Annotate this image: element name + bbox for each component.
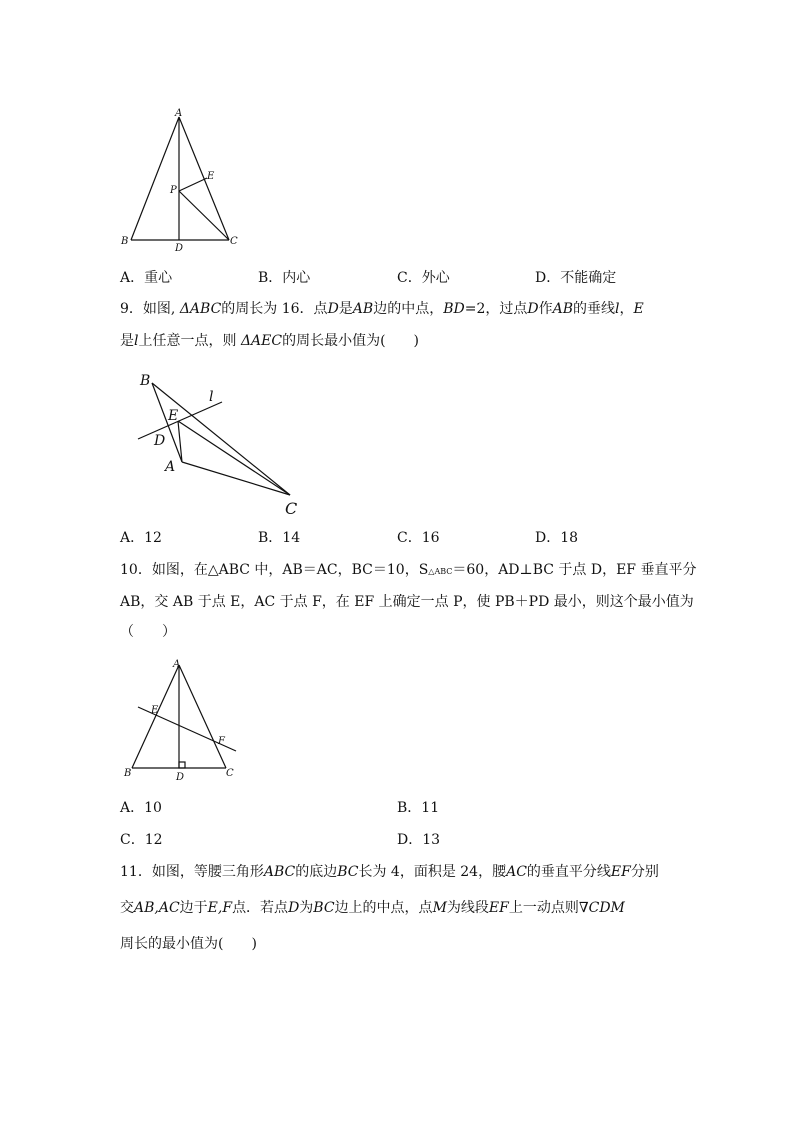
fig1-label-e: E [207,171,215,182]
fig1-label-b: B [121,236,129,247]
q10-option-b[interactable]: B．11 [397,800,440,816]
fig1-label-a: A [175,108,183,119]
fig1-label-c: C [230,236,238,247]
q9-option-a[interactable]: A．12 [120,530,162,546]
q10-option-a[interactable]: A．10 [120,800,162,816]
q11-line-3: 周长的最小值为( ) [120,936,257,952]
q8-option-a[interactable]: A．重心 [120,270,173,286]
figure-q8-triangle [115,105,255,255]
fig3-label-b: B [124,768,132,779]
q10-option-c[interactable]: C．12 [120,832,163,848]
q10-line-3: （ ） [120,624,176,640]
fig3-label-d: D [176,772,185,783]
fig1-label-p: P [170,185,177,196]
fig3-label-c: C [226,768,234,779]
q9-number: 9．如图, [120,301,176,317]
q9-option-d[interactable]: D．18 [535,530,579,546]
fig3-label-a: A [173,659,181,670]
q10-option-d[interactable]: D．13 [397,832,441,848]
fig1-label-d: D [175,243,184,254]
q9-line-2: 是l上任意一点，则 ΔAEC的周长最小值为( ) [120,333,420,349]
q9-option-c[interactable]: C．16 [397,530,440,546]
q8-option-d[interactable]: D．不能确定 [535,270,617,286]
q8-option-c[interactable]: C．外心 [397,270,450,286]
figure-q9-triangle [130,365,310,520]
fig2-label-e: E [168,408,179,424]
q8-option-b[interactable]: B．内心 [258,270,311,286]
q9-line-1: 9．如图, ΔABC的周长为 16．点D是AB边的中点，BD=2，过点D作AB的垂线l，E [120,301,644,317]
fig2-label-d: D [154,433,166,449]
fig3-label-e: E [151,705,159,716]
fig2-label-l: l [209,389,214,405]
q9-option-b[interactable]: B．14 [258,530,301,546]
figure-q10-triangle [118,655,243,785]
q11-line-1: 11．如图，等腰三角形ABC的底边BC长为 4，面积是 24，腰AC的垂直平分线EF分别 [120,864,659,880]
fig3-label-f: F [218,736,225,747]
q10-line-1: 10．如图，在△ABC 中，AB＝AC，BC＝10，S△ABC＝60，AD⊥BC 于点 D，EF 垂直平分 [120,562,697,578]
fig2-label-b: B [140,373,151,389]
q10-line-2: AB，交 AB 于点 E，AC 于点 F，在 EF 上确定一点 P，使 PB＋PD 最小，则这个最小值为 [120,594,694,610]
fig2-label-c: C [285,499,298,518]
q11-line-2: 交AB,AC边于E,F点．若点D为BC边上的中点，点M为线段EF上一动点则∇CDM [120,900,625,916]
fig2-label-a: A [165,459,176,475]
